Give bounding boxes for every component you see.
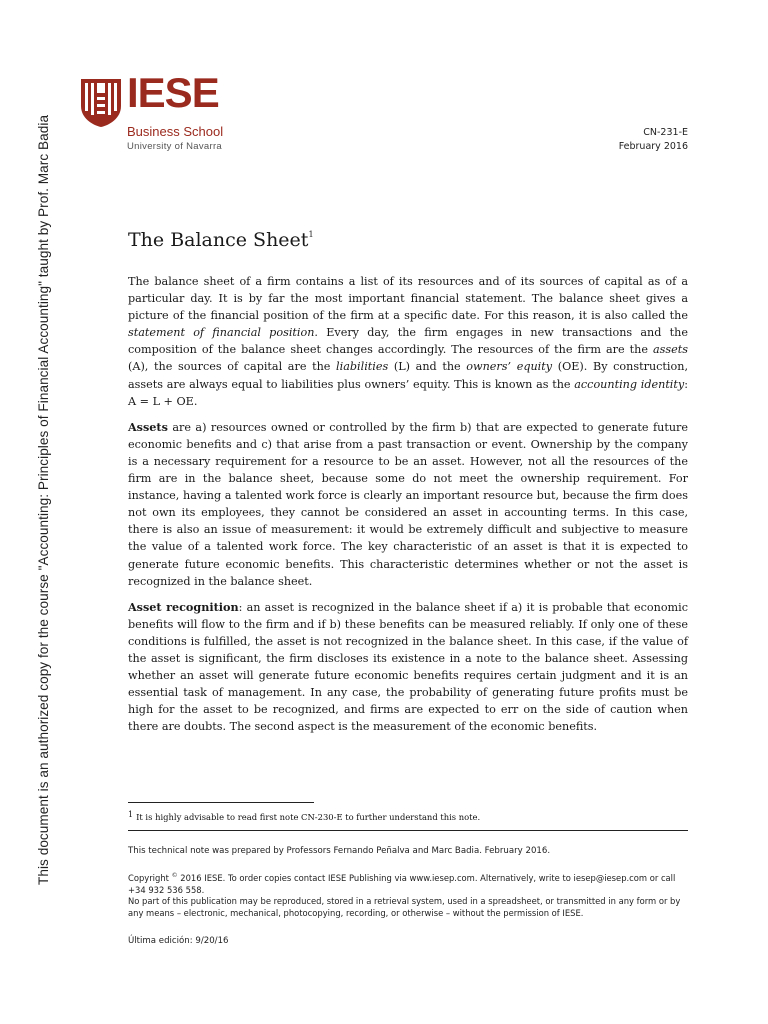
logo-wordmark: IESE: [127, 69, 219, 116]
text-run: . Every day, the firm engages in new transactions and the composition of the balance sheet changes accordingly. The resources of the firm are the: [128, 326, 688, 357]
footer-divider: [128, 830, 688, 831]
term-owners-equity: owners’ equity: [466, 360, 553, 374]
copyright-line-1: [128, 870, 693, 896]
paragraph-assets: [128, 419, 688, 590]
footnote-mark: 1: [128, 810, 134, 819]
paragraph-intro: [128, 273, 688, 410]
heading-assets: Assets: [128, 419, 168, 434]
copyright-line-2: No part of this publication may be reproduced, stored in a retrieval system, used in a spreadsheet, or transmitted in any form or by any means – electronic, mechanical, photocopying, recording, or otherwise – without the permission of IESE.: [128, 896, 681, 918]
document-meta: [619, 126, 688, 154]
text-run: : A = L + OE.: [128, 377, 688, 408]
title-footnote-mark: 1: [308, 230, 314, 239]
paragraph-asset-recognition: [128, 599, 688, 736]
copyright-word: Copyright: [128, 873, 169, 883]
copyright-notice: [128, 870, 693, 919]
copyright-symbol: ©: [171, 872, 178, 879]
text-run: (A), the sources of capital are the: [128, 360, 337, 374]
heading-asset-recognition: Asset recognition: [128, 599, 239, 614]
footnote-text: It is highly advisable to read first note CN-230-E to further understand this note.: [136, 812, 481, 822]
text-run: (L) and the: [388, 360, 467, 374]
text-run: : an asset is recognized in the balance sheet if a) it is probable that economic benefits will flow to the firm and if b) these benefits can be measured reliably. If only one of these conditions is fulfilled, the asset is not recognized in the balance sheet. In this case, if the value of the asset is significant, the firm discloses its existence in a note to the balance sheet. Assessing whether an asset will generate future economic benefits requires certain judgment and it is an essential task of management. In any case, the probability of generating future profits must be high for the asset to be recognized, and firms are expected to err on the side of caution when there are doubts. The second aspect is the measurement of the economic benefits.: [128, 600, 689, 734]
body-text: [128, 273, 688, 744]
authorized-copy-notice: This document is an authorized copy for the course "Accounting: Principles of Financial Accounting" taught by Prof. Marc Badia: [36, 114, 51, 885]
iese-shield-icon: [80, 78, 122, 128]
text-run: are a) resources owned or controlled by the firm b) that are expected to generate future economic benefits and c) that arise from a past transaction or event. Ownership by the company is a necessary requirement for a resource to be an asset. However, not all the resources of the firm are in the balance sheet, because some do not meet the ownership requirement. For instance, having a talented work force is clearly an important resource but, because the firm does not own its employees, they cannot be considered an asset in accounting terms. In this case, there is also an issue of measurement: it would be extremely difficult and subjective to measure the value of a talented work force. The key characteristic of an asset is that it is expected to generate future economic benefits. This characteristic determines whether or not the asset is recognized in the balance sheet.: [128, 420, 688, 588]
iese-logo: [80, 69, 230, 153]
term-statement-of-financial-position: statement of financial position: [128, 326, 315, 340]
logo-university: University of Navarra: [127, 141, 222, 152]
last-edition: Última edición: 9/20/16: [128, 936, 229, 946]
copyright-ordering-text: 2016 IESE. To order copies contact IESE Publishing via www.iesep.com. Alternatively, write to iesep@iesep.com or call +34 932 536 558.: [128, 873, 676, 895]
document-date: February 2016: [618, 141, 688, 152]
page-title: [128, 229, 314, 251]
footnote-divider: [128, 802, 314, 803]
footnote: [128, 810, 688, 822]
title-text: The Balance Sheet: [128, 229, 309, 251]
text-run: The balance sheet of a firm contains a list of its resources and of its sources of capital as of a particular day. It is by far the most important financial statement. The balance sheet gives a picture of the financial position of the firm at a specific date. For this reason, it is also called the: [128, 275, 688, 323]
term-accounting-identity: accounting identity: [574, 377, 685, 391]
logo-business-school: Business School: [127, 124, 224, 139]
term-assets: assets: [652, 343, 688, 357]
prepared-by-note: This technical note was prepared by Professors Fernando Peñalva and Marc Badia. February 2016.: [128, 846, 551, 856]
term-liabilities: liabilities: [336, 360, 389, 374]
text-run: (OE). By construction, assets are always equal to liabilities plus owners’ equity. This is known as the: [128, 360, 688, 391]
document-code: CN-231-E: [643, 127, 688, 138]
